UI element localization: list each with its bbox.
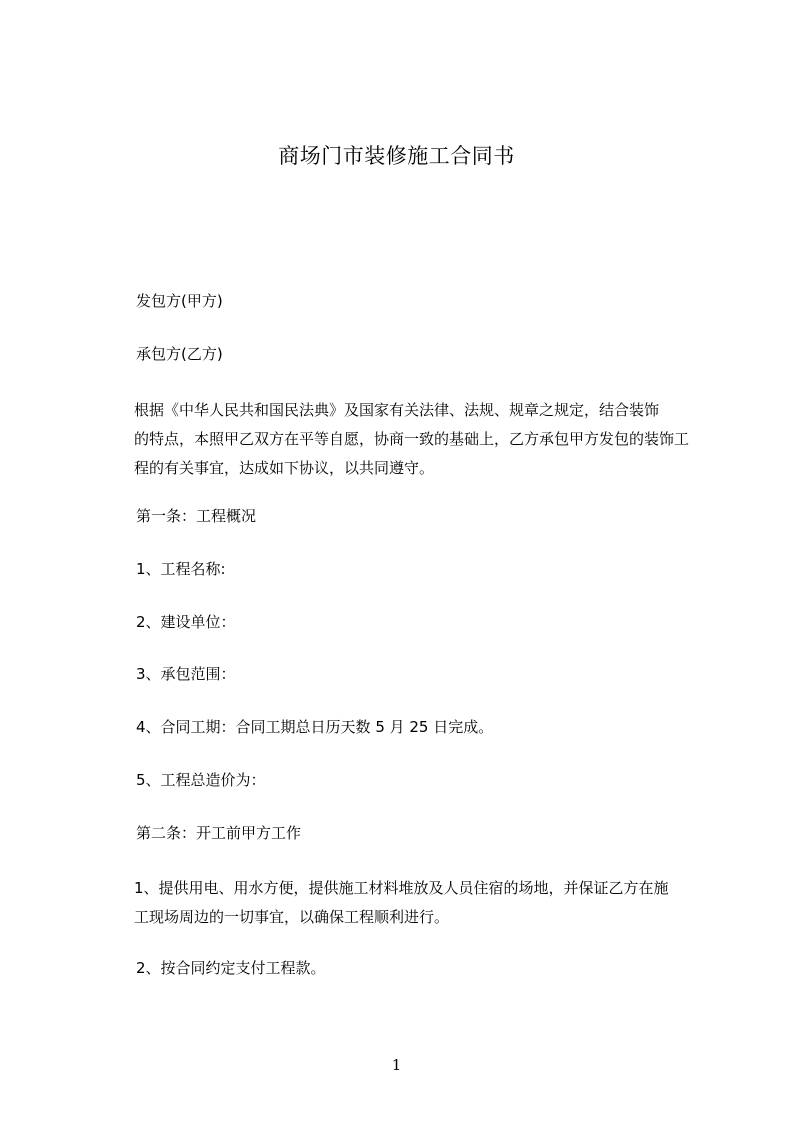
intro-paragraph — [134, 396, 714, 483]
article2-item1-paragraph — [134, 874, 714, 932]
page-number: 1 — [391, 1056, 402, 1074]
article2-item1-line: 1、提供用电、用水方便，提供施工材料堆放及人员住宿的场地，并保证乙方在施 — [134, 879, 669, 897]
article1-item: 5、工程总造价为： — [136, 771, 266, 789]
article2-item2: 2、按合同约定支付工程款。 — [136, 959, 326, 977]
article1-item: 3、承包范围： — [136, 665, 236, 683]
article2-item1-line: 工现场周边的一切事宜，以确保工程顺利进行。 — [134, 908, 450, 926]
intro-line: 根据《中华人民共和国民法典》及国家有关法律、法规、规章之规定，结合装饰 — [134, 401, 660, 419]
article2-heading: 第二条：开工前甲方工作 — [136, 824, 302, 842]
article1-item: 2、建设单位： — [136, 613, 236, 631]
party-a-label: 发包方(甲方) — [136, 292, 223, 310]
article1-item: 1、工程名称: — [136, 560, 226, 578]
article1-heading: 第一条：工程概况 — [136, 507, 257, 525]
document-title: 商场门市装修施工合同书 — [278, 144, 515, 168]
party-b-label: 承包方(乙方) — [136, 345, 223, 363]
article1-item: 4、合同工期：合同工期总日历天数 5 月 25 日完成。 — [136, 718, 494, 736]
intro-line: 的特点，本照甲乙双方在平等自愿，协商一致的基础上，乙方承包甲方发包的装饰工 — [134, 430, 690, 448]
intro-line: 程的有关事宜，达成如下协议，以共同遵守。 — [134, 459, 435, 477]
